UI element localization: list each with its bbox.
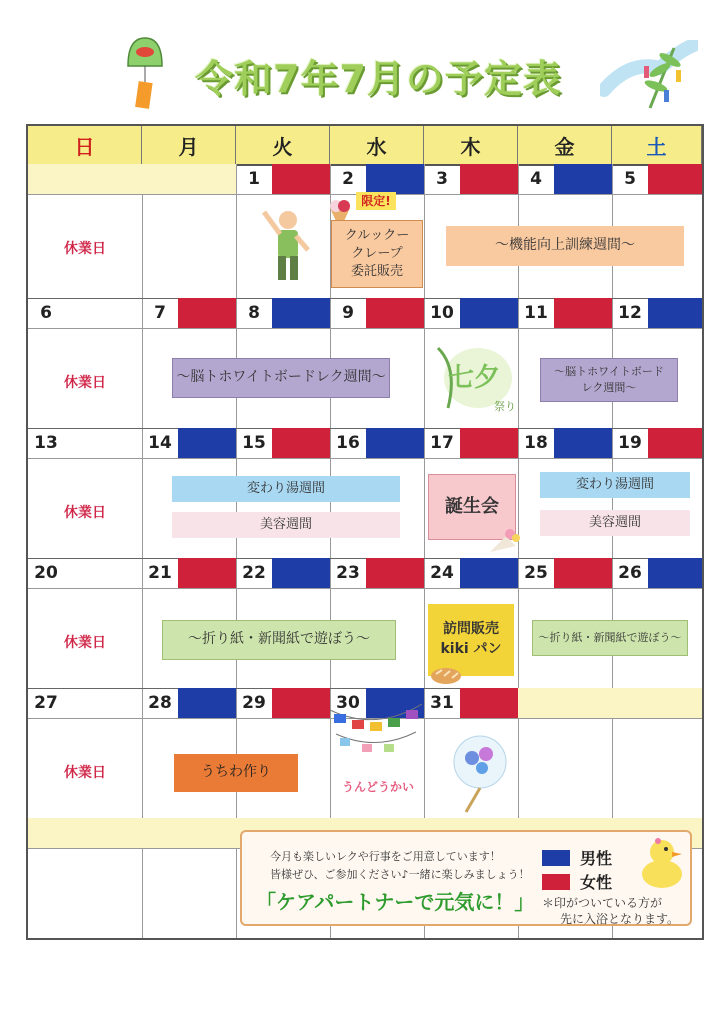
day-number <box>28 818 64 848</box>
bath-order-bar <box>366 558 424 588</box>
bath-order-bar <box>460 298 518 328</box>
closed-label: 休業日 <box>64 241 106 257</box>
day-number-cell <box>424 164 518 194</box>
day-number-cell <box>236 688 330 718</box>
weekday-header-cell: 木 <box>424 126 518 164</box>
training-week-event: ～機能向上訓練週間～ <box>446 226 684 266</box>
bath-order-bar <box>366 428 424 458</box>
day-number-cell <box>142 164 236 194</box>
bath-week-event-2: 変わり湯週間 <box>540 472 690 498</box>
bath-order-bar <box>272 558 330 588</box>
bath-order-bar <box>64 164 142 194</box>
day-number: 6 <box>40 303 52 323</box>
legend-female-swatch <box>542 874 570 890</box>
bath-week-event: 変わり湯週間 <box>172 476 400 502</box>
day-number-cell <box>236 428 330 458</box>
day-number-cell <box>612 428 702 458</box>
bath-order-bar <box>178 428 236 458</box>
bath-order-bar <box>178 164 236 194</box>
exercise-person-icon <box>258 206 318 286</box>
whiteboard-short-event: ～脳トホワイトボード レク週間～ <box>540 358 678 402</box>
weekday-header-cell: 金 <box>518 126 612 164</box>
weekday-header-cell: 水 <box>330 126 424 164</box>
day-number-cell <box>142 818 236 848</box>
day-number-cell <box>142 428 236 458</box>
day-number-cell <box>612 558 702 588</box>
day-number: 21 <box>148 563 172 583</box>
duck-icon <box>638 836 684 890</box>
grid-row-line <box>28 588 702 589</box>
day-number: 19 <box>618 433 642 453</box>
day-number-cell <box>28 688 142 718</box>
bath-order-bar <box>64 428 142 458</box>
day-number: 10 <box>430 303 454 323</box>
day-number: 28 <box>148 693 172 713</box>
legend-male-label: 男性 <box>580 849 613 868</box>
day-number: 27 <box>34 693 58 713</box>
bath-order-bar <box>64 818 142 848</box>
visit-sale-event: 訪問販売 kiki パン <box>428 604 514 676</box>
bath-order-bar <box>272 428 330 458</box>
day-number-cell <box>236 164 330 194</box>
crepe-badge: 限定! <box>356 192 396 210</box>
day-number-cell <box>612 298 702 328</box>
day-number: 7 <box>154 303 166 323</box>
beauty-week-event: 美容週間 <box>172 512 400 538</box>
closed-label: 休業日 <box>64 635 106 651</box>
day-number-cell <box>28 298 142 328</box>
uchiwa-event: うちわ作り <box>174 754 298 792</box>
bamboo-tanabata-icon <box>600 40 698 112</box>
day-number-cell <box>236 298 330 328</box>
bath-order-bar <box>272 298 330 328</box>
day-number-cell <box>28 164 142 194</box>
weekday-header-cell: 土 <box>612 126 702 164</box>
bath-order-bar <box>554 558 612 588</box>
bath-order-bar <box>178 818 236 848</box>
footnote-line-1: ＊印がついている方が <box>542 896 663 910</box>
day-number <box>28 164 64 194</box>
bath-order-bar <box>460 164 518 194</box>
bath-order-bar <box>64 558 142 588</box>
day-number: 30 <box>336 693 360 713</box>
day-number: 18 <box>524 433 548 453</box>
origami-event: ～折り紙・新聞紙で遊ぼう～ <box>162 620 396 660</box>
day-number-cell <box>612 688 702 718</box>
day-number: 12 <box>618 303 642 323</box>
day-number: 20 <box>34 563 58 583</box>
bath-order-bar <box>554 164 612 194</box>
day-number-cell <box>612 164 702 194</box>
day-number-cell <box>142 298 236 328</box>
day-number: 4 <box>530 169 542 189</box>
day-number: 16 <box>336 433 360 453</box>
bouquet-icon <box>486 524 522 556</box>
bath-order-bar <box>366 298 424 328</box>
bath-order-bar <box>272 688 330 718</box>
day-number <box>612 688 648 718</box>
day-number-cell <box>424 298 518 328</box>
bath-order-bar <box>64 298 142 328</box>
bath-order-bar <box>460 428 518 458</box>
crepe-sale-event: クルックー クレープ 委託販売 <box>331 220 423 288</box>
day-number: 11 <box>524 303 548 323</box>
undokai-label: うんどうかい <box>341 779 414 794</box>
bath-order-bar <box>648 688 702 718</box>
whiteboard-week-event: ～脳トホワイトボードレク週間～ <box>172 358 390 398</box>
bath-order-bar <box>554 688 612 718</box>
grid-row-line <box>28 458 702 459</box>
bath-order-bar <box>460 688 518 718</box>
page-title: 令和7年7月の予定表 <box>195 57 562 101</box>
wind-chime-icon <box>122 32 168 112</box>
tanabata-event <box>428 338 520 418</box>
notice-line-1: 今月も楽しいレクや行事をご用意しています！ <box>270 850 501 863</box>
beauty-week-event-2: 美容週間 <box>540 510 690 536</box>
bath-order-bar <box>554 428 612 458</box>
closed-label: 休業日 <box>64 765 106 781</box>
bath-order-bar <box>554 298 612 328</box>
bath-order-bar <box>648 164 702 194</box>
day-number-cell <box>330 558 424 588</box>
day-number: 2 <box>342 169 354 189</box>
day-number: 14 <box>148 433 172 453</box>
bath-order-bar <box>178 558 236 588</box>
weekday-header-cell: 月 <box>142 126 236 164</box>
day-number-cell <box>28 558 142 588</box>
notice-line-2: 皆様ぜひ、ご参加ください♪一緒に楽しみましょう！ <box>270 868 530 881</box>
day-number: 17 <box>430 433 454 453</box>
bread-icon <box>430 662 464 686</box>
grid-row-line <box>28 328 702 329</box>
flag-garland-icon <box>328 702 424 756</box>
day-number-cell <box>424 558 518 588</box>
day-number <box>142 818 178 848</box>
day-number-cell <box>330 428 424 458</box>
day-number-cell <box>330 298 424 328</box>
day-number: 3 <box>436 169 448 189</box>
bath-order-bar <box>648 298 702 328</box>
bath-order-bar <box>178 688 236 718</box>
day-number-cell <box>142 558 236 588</box>
day-number: 9 <box>342 303 354 323</box>
fan-icon <box>442 732 518 816</box>
day-number-cell <box>142 688 236 718</box>
tanabata-sub-text: 祭り <box>494 399 516 413</box>
day-number-cell <box>424 428 518 458</box>
day-number: 29 <box>242 693 266 713</box>
day-number-cell <box>518 428 612 458</box>
weekday-header-cell: 日 <box>28 126 142 164</box>
day-number-cell <box>424 688 518 718</box>
legend-female-label: 女性 <box>580 873 613 892</box>
calendar-grid <box>26 124 704 940</box>
bath-order-bar <box>648 428 702 458</box>
bath-order-bar <box>272 164 330 194</box>
bath-order-bar <box>366 164 424 194</box>
bath-order-bar <box>64 688 142 718</box>
day-number: 26 <box>618 563 642 583</box>
bath-order-bar <box>460 558 518 588</box>
day-number: 23 <box>336 563 360 583</box>
day-number-cell <box>28 818 142 848</box>
day-number: 8 <box>248 303 260 323</box>
slogan: 「ケアパートナーで元気に！」 <box>256 890 535 914</box>
day-number: 24 <box>430 563 454 583</box>
closed-label: 休業日 <box>64 505 106 521</box>
day-number <box>142 164 178 194</box>
day-number-cell <box>330 164 424 194</box>
day-number-cell <box>236 558 330 588</box>
day-number: 25 <box>524 563 548 583</box>
legend-male-swatch <box>542 850 570 866</box>
day-number: 1 <box>248 169 260 189</box>
day-number-cell <box>518 298 612 328</box>
notice-box <box>240 830 692 926</box>
day-number: 31 <box>430 693 454 713</box>
day-number-cell <box>518 558 612 588</box>
day-number: 5 <box>624 169 636 189</box>
weekday-header-cell: 火 <box>236 126 330 164</box>
bath-order-bar <box>178 298 236 328</box>
day-number <box>518 688 554 718</box>
closed-label: 休業日 <box>64 375 106 391</box>
day-number-cell <box>28 428 142 458</box>
day-number-cell <box>518 164 612 194</box>
weekday-header <box>28 126 702 166</box>
footnote-line-2: 先に入浴となります。 <box>560 912 680 926</box>
day-number-cell <box>518 688 612 718</box>
bath-order-bar <box>648 558 702 588</box>
birthday-event: 誕生会 <box>428 474 516 540</box>
day-number: 13 <box>34 433 58 453</box>
day-number: 22 <box>242 563 266 583</box>
origami-event-2: ～折り紙・新聞紙で遊ぼう～ <box>532 620 688 656</box>
day-number: 15 <box>242 433 266 453</box>
tanabata-text: 七夕 <box>447 362 500 393</box>
